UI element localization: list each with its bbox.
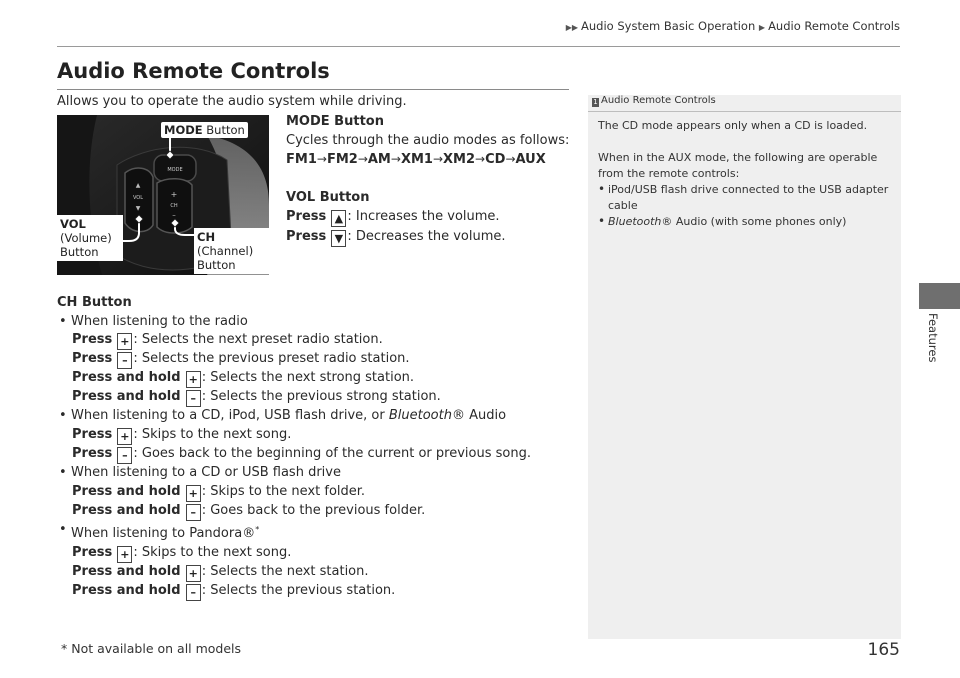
note-bullet: • iPod/USB flash drive connected to the USB adapter cable xyxy=(598,182,893,214)
instruction-line: Press + : Selects the next preset radio station. xyxy=(72,332,383,349)
chapter-tab[interactable] xyxy=(919,283,960,309)
mode-sequence: FM1→FM2→AM→XM1→XM2→CD→AUX xyxy=(286,152,546,167)
breadcrumb-page[interactable]: Audio Remote Controls xyxy=(768,19,900,33)
instruction-line: Press – : Selects the previous preset radio station. xyxy=(72,351,410,368)
minus-key-icon: – xyxy=(117,447,132,464)
minus-key-icon: – xyxy=(117,352,132,369)
breadcrumb xyxy=(566,19,900,33)
instruction-line: Press and hold – : Selects the previous station. xyxy=(72,582,396,599)
plus-key-icon: + xyxy=(186,565,201,582)
radio-bullet: • When listening to the radio xyxy=(57,313,577,332)
device-vol-down-icon: ▼ xyxy=(135,205,141,212)
plus-key-icon: + xyxy=(186,485,201,502)
minus-key-icon: – xyxy=(186,390,201,407)
device-vol-up-icon: ▲ xyxy=(135,182,141,189)
instruction-line: Press + : Skips to the next song. xyxy=(72,427,292,444)
steering-wheel-controls-photo xyxy=(57,115,269,275)
plus-key-icon: + xyxy=(186,371,201,388)
mode-heading: MODE Button xyxy=(286,114,384,129)
page-title: Audio Remote Controls xyxy=(57,59,330,83)
note-paragraph: When in the AUX mode, the following are operable from the remote controls: xyxy=(598,151,878,180)
vol-down-line: Press ▼ : Decreases the volume. xyxy=(286,229,506,245)
ch-heading: CH Button xyxy=(57,295,132,310)
device-vol-text: VOL xyxy=(132,195,144,201)
reference-icon: 1 xyxy=(593,98,598,106)
ch-button-callout: CH (Channel) Button xyxy=(194,228,269,274)
breadcrumb-arrow-icon: ▶▶ xyxy=(565,23,579,32)
note-bullet: • Bluetooth® Audio (with some phones only) xyxy=(598,214,893,230)
arrow-icon: → xyxy=(475,152,486,166)
arrow-icon: → xyxy=(316,152,327,166)
intro-text: Allows you to operate the audio system while driving. xyxy=(57,94,407,109)
side-note-heading: 1 Audio Remote Controls xyxy=(588,95,901,112)
instruction-line: Press and hold – : Goes back to the previous folder. xyxy=(72,502,426,519)
plus-key-icon: + xyxy=(117,428,132,445)
minus-key-icon: – xyxy=(186,504,201,521)
instruction-line: Press + : Skips to the next song. xyxy=(72,544,292,561)
arrow-icon: → xyxy=(432,152,444,166)
title-divider xyxy=(57,89,569,90)
arrow-icon: → xyxy=(390,152,401,166)
breadcrumb-section[interactable]: Audio System Basic Operation xyxy=(581,19,756,33)
plus-key-icon: + xyxy=(117,333,132,350)
minus-key-icon: – xyxy=(186,584,201,601)
vol-heading: VOL Button xyxy=(286,190,370,205)
side-note xyxy=(588,95,901,639)
instruction-line: Press and hold + : Selects the next strong station. xyxy=(72,370,415,387)
footnote: * Not available on all models xyxy=(61,641,242,656)
ch-button-section xyxy=(57,294,577,601)
instruction-line: Press and hold + : Selects the next station. xyxy=(72,563,369,580)
vol-down-key-icon: ▼ xyxy=(331,230,346,247)
chapter-tab-label: Features xyxy=(926,313,940,363)
instruction-line: Press – : Goes back to the beginning of the current or previous song. xyxy=(72,446,531,463)
vol-button-callout: VOL (Volume) Button xyxy=(57,215,123,261)
device-ch-plus-icon: + xyxy=(170,190,178,199)
mode-vol-description xyxy=(286,112,569,247)
instruction-line: Press and hold – : Selects the previous strong station. xyxy=(72,389,441,406)
vol-up-line: Press ▲ : Increases the volume. xyxy=(286,209,500,225)
mode-description: Cycles through the audio modes as follows: xyxy=(286,133,570,148)
device-mode-text: MODE xyxy=(167,167,183,173)
mode-button-callout: MODE Button xyxy=(161,122,248,138)
arrow-icon: → xyxy=(357,152,368,166)
instruction-line: Press and hold + : Skips to the next folder. xyxy=(72,483,366,500)
device-ch-text: CH xyxy=(170,203,178,209)
breadcrumb-arrow-icon: ▶ xyxy=(758,23,766,32)
plus-key-icon: + xyxy=(117,546,132,563)
cd-usb-bullet: • When listening to a CD or USB flash drive xyxy=(57,464,577,483)
vol-up-key-icon: ▲ xyxy=(331,210,346,227)
side-note-body xyxy=(598,118,893,230)
note-paragraph: The CD mode appears only when a CD is loaded. xyxy=(598,119,868,132)
header-divider xyxy=(57,46,900,47)
device-ch-minus-icon: – xyxy=(172,211,176,219)
arrow-icon: → xyxy=(505,152,516,166)
pandora-bullet: • When listening to Pandora®* xyxy=(57,521,577,544)
page-number: 165 xyxy=(867,640,900,660)
cd-ipod-bullet: • When listening to a CD, iPod, USB flash drive, or Bluetooth® Audio xyxy=(57,407,577,426)
